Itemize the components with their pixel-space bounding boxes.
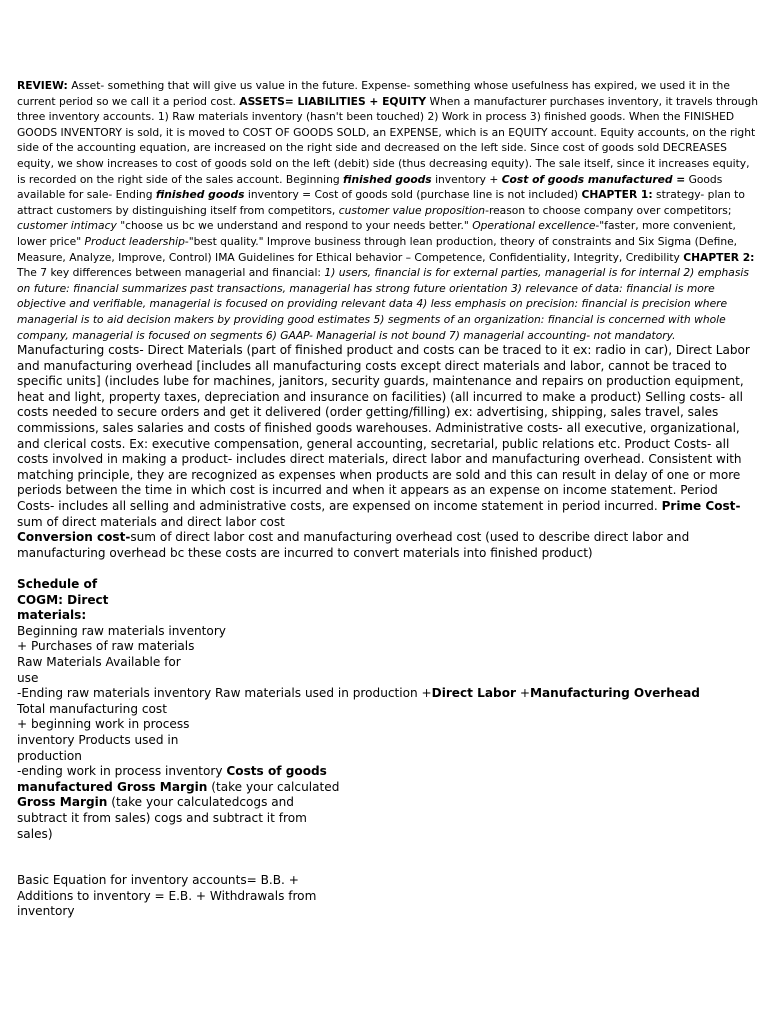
conversion-cost-label: Conversion cost- (17, 530, 131, 545)
schedule-heading: Schedule of COGM: Direct materials: (17, 577, 109, 623)
review-label: REVIEW: (17, 79, 68, 92)
cogm-schedule (17, 577, 759, 842)
costs-paragraph: Manufacturing costs- Direct Materials (part of finished product and costs can be traced to it ex: radio in car), Direct Labor and manufacturing overhead [includes all manufacturing costs except direct materials and labor, cannot be traced to specific units] (includes lube for machines, janitors, security guards, maintenance and repairs on production equipment, heat and light, property taxes, depreciation and insurance on facilities) (all incurred to make a product) Selling costs- all costs needed to secure orders and get it delivered (order getting/filling) ex: advertising, shipping, sales travel, sales commissions, sales salaries and costs of finished goods warehouses. Administrative costs- all executive, organizational, and clerical costs. Ex: executive compensation, general accounting, secretarial, public relations etc. Product Costs- all costs involved in making a product- includes direct materials, direct labor and manufacturing overhead. Consistent with matching principle, they are recognized as expenses when products are sold and this can result in delay of one or more periods between the time in which cost is incurred and when it appears as an expense on income statement. Period Costs- includes all selling and administrative costs, are expensed on income statement in period incurred. Prime Cost-sum of direct materials and direct labor cost Conversion cost-sum of direct labor cost and manufacturing overhead cost (used to describe direct labor and manufacturing overhead bc these costs are incurred to convert materials into finished product) (17, 343, 750, 560)
schedule-line: + Purchases of raw materials (17, 639, 195, 654)
schedule-line: Beginning raw materials inventory (17, 623, 226, 638)
schedule-line: -Ending raw materials inventory Raw materials used in production +Direct Labor +Manufacturing Overhead (17, 686, 700, 701)
prime-cost-label: Prime Cost- (661, 499, 741, 514)
schedule-line: Raw Materials Available for use (17, 654, 181, 685)
review-paragraph: REVIEW: Asset- something that will give us value in the future. Expense- something whose usefulness has expired, we used it in the current period so we call it a period cost. ASSETS= LIABILITIES + EQUITY When a manufacturer purchases inventory, it travels through three inventory accounts. 1) Raw materials inventory (hasn't been touched) 2) Work in process 3) finished goods. When the FINISHED GOODS INVENTORY is sold, it is moved to COST OF GOODS SOLD, an EXPENSE, which is an EQUITY account. Equity accounts, on the right side of the accounting equation, are increased on the right side and decreased on the left side. Since cost of goods sold DECREASES equity, we show increases to cost of goods sold on the left (debit) side (thus decreasing equity). The sale itself, since it increases equity, is recorded on the right side of the sales account. Beginning finished goods inventory + Cost of goods manufactured = Goods available for sale- Ending finished goods inventory = Cost of goods sold (purchase line is not included) CHAPTER 1: strategy- plan to attract customers by distinguishing itself from competitors, customer value proposition-reason to choose company over competitors; customer intimacy "choose us bc we understand and respond to your needs better." Operational excellence-"faster, more convenient, lower price" Product leadership-"best quality." Improve business through lean production, theory of constraints and Six Sigma (Define, Measure, Analyze, Improve, Control) IMA Guidelines for Ethical behavior – Competence, Confidentiality, Integrity, Credibility CHAPTER 2: The 7 key differences between managerial and financial: 1) users, financial is for external parties, managerial is for internal 2) emphasis on future: financial summarizes past transactions, managerial has strong future orientation 3) relevance of data: financial is more objective and verifiable, managerial is focused on providing relevant data 4) less emphasis on precision: financial is precision where managerial is to aid decision makers by providing good estimates 5) segments of an organization: financial is concerned with whole company, managerial is focused on segments 6) GAAP- Managerial is not bound 7) managerial accounting- not mandatory. (17, 79, 758, 342)
managerial-vs-financial-list: 1) users, financial is for external parties, managerial is for internal 2) emphasis on future: financial summarizes past transactions, managerial has strong future orientation 3) relevance of data: financial is more objective and verifiable, managerial is focused on providing relevant data 4) less emphasis on precision: financial is precision where managerial is to aid decision makers by providing good estimates 5) segments of an organization: financial is concerned with whole company, managerial is focused on segments 6) GAAP- Managerial is not bound 7) managerial accounting- not mandatory. (17, 266, 749, 342)
schedule-line: -ending work in process inventory Costs of goods manufactured Gross Margin (take your calculated (17, 764, 340, 794)
chapter-2-label: CHAPTER 2: (683, 250, 755, 264)
schedule-line: Gross Margin (take your calculatedcogs and subtract it from sales) cogs and subtract it from sales) (17, 795, 307, 841)
document-page (17, 78, 759, 920)
chapter-1-label: CHAPTER 1: (581, 188, 653, 202)
schedule-line: Total manufacturing cost (17, 701, 167, 716)
basic-equation: Basic Equation for inventory accounts= B.B. + Additions to inventory = E.B. + Withdrawals from inventory (17, 873, 317, 919)
schedule-line: + beginning work in process inventory Products used in production (17, 717, 190, 763)
